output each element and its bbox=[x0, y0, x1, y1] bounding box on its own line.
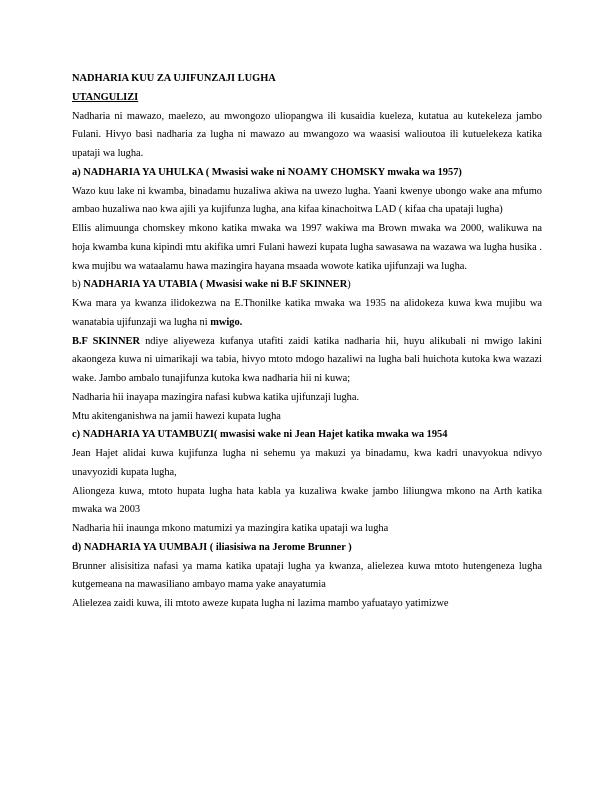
section-a-paragraph-1: Wazo kuu lake ni kwamba, binadamu huzaliwa akiwa na uwezo lugha. Yaani kwenye ubongo wake ana mfumo ambao huzaliwa nao kwa ajili ya kujifunza lugha, ana kifaa kinachoitwa LAD ( kifaa cha upataji lugha) bbox=[72, 185, 542, 216]
intro-paragraph: Nadharia ni mawazo, maelezo, au mwongozo uliopangwa ili kusaidia kueleza, kutatua au kutekeleza jambo Fulani. Hivyo basi nadharia za lugha ni mawazo au mwangozo wa waasisi walioutoa ili kutuelekeza katika upataji wa lugha. bbox=[72, 110, 542, 159]
section-b-paragraph-2 bbox=[72, 333, 542, 389]
section-d-paragraph-2: Alielezea zaidi kuwa, ili mtoto aweze kupata lugha ni lazima mambo yafuatayo yatimizwe bbox=[72, 598, 449, 609]
document-page bbox=[72, 70, 542, 614]
section-c-paragraph-3: Nadharia hii inaunga mkono matumizi ya mazingira katika upataji wa lugha bbox=[72, 523, 389, 534]
section-b-paragraph-2-text: ndiye aliyeweza kufanya utafiti zaidi katika nadharia hii, huyu alikubali ni mwigo lakini akaongeza kuwa ni uimarikaji wa tabia, hivyo mtoto mdogo hazaliwi na lugha bali huichota kutoka kwa wazazi wake. Jambo ambalo tunajifunza kutoka kwa nadharia hii ni kuwa; bbox=[72, 335, 542, 384]
section-b-paragraph-1-emphasis: mwigo. bbox=[210, 316, 243, 328]
section-b-line-2: Mtu akitenganishwa na jamii hawezi kupata lugha bbox=[72, 410, 281, 422]
section-b-heading bbox=[72, 276, 542, 295]
intro-heading: UTANGULIZI bbox=[72, 91, 139, 103]
section-b-paragraph-1-text: Kwa mara ya kwanza ilidokezwa na E.Thonilke katika mwaka wa 1935 na alidokeza kuwa kwa mujibu wa wanatabia ujifunzaji wa lugha ni bbox=[72, 298, 542, 328]
section-b-line-1: Nadharia hii inayapa mazingira nafasi kubwa katika ujifunzaji lugha. bbox=[72, 391, 360, 403]
section-c-paragraph-2: Aliongeza kuwa, mtoto hupata lugha hata kabla ya kuzaliwa kwake jambo liliungwa mkono na Arth katika mwaka wa 2003 bbox=[72, 485, 542, 516]
section-b-paragraph-2-emphasis: B.F SKINNER bbox=[72, 335, 140, 347]
section-b-heading-text: NADHARIA YA UTABIA ( Mwasisi wake ni B.F SKINNER bbox=[83, 279, 348, 291]
section-b-paragraph-1 bbox=[72, 295, 542, 333]
section-b-heading-prefix: b) bbox=[72, 279, 84, 291]
section-a-heading: a) NADHARIA YA UHULKA ( Mwasisi wake ni NOAMY CHOMSKY mwaka wa 1957) bbox=[72, 166, 462, 178]
section-b-heading-suffix: ) bbox=[347, 279, 351, 291]
section-a-paragraph-2: Ellis alimuunga chomskey mkono katika mwaka wa 1997 wakiwa ma Brown mwaka wa 2000, walikuwa na hoja kwamba kuna kipindi mtu akifika umri Fulani hawezi kupata lugha sawasawa na wazawa wa lugha husika . kwa mujibu wa wataalamu hawa mazingira hayana msaada wowote katika ujifunzaji wa lugha. bbox=[72, 223, 542, 272]
section-c-paragraph-1: Jean Hajet alidai kuwa kujifunza lugha ni sehemu ya makuzi ya binadamu, kwa kadri unavyokua ndivyo unavyozidi kupata lugha, bbox=[72, 448, 542, 478]
section-d-paragraph-1: Brunner alisisitiza nafasi ya mama katika upataji lugha ya kwanza, alielezea kuwa mtoto hutengeneza lugha kutgemeana na mawasiliano ambayo mama yake anayatumia bbox=[72, 560, 542, 591]
document-title: NADHARIA KUU ZA UJIFUNZAJI LUGHA bbox=[72, 73, 276, 84]
section-d-heading: d) NADHARIA YA UUMBAJI ( iliasisiwa na Jerome Brunner ) bbox=[72, 541, 352, 553]
section-c-heading: c) NADHARIA YA UTAMBUZI( mwasisi wake ni Jean Hajet katika mwaka wa 1954 bbox=[72, 429, 448, 441]
